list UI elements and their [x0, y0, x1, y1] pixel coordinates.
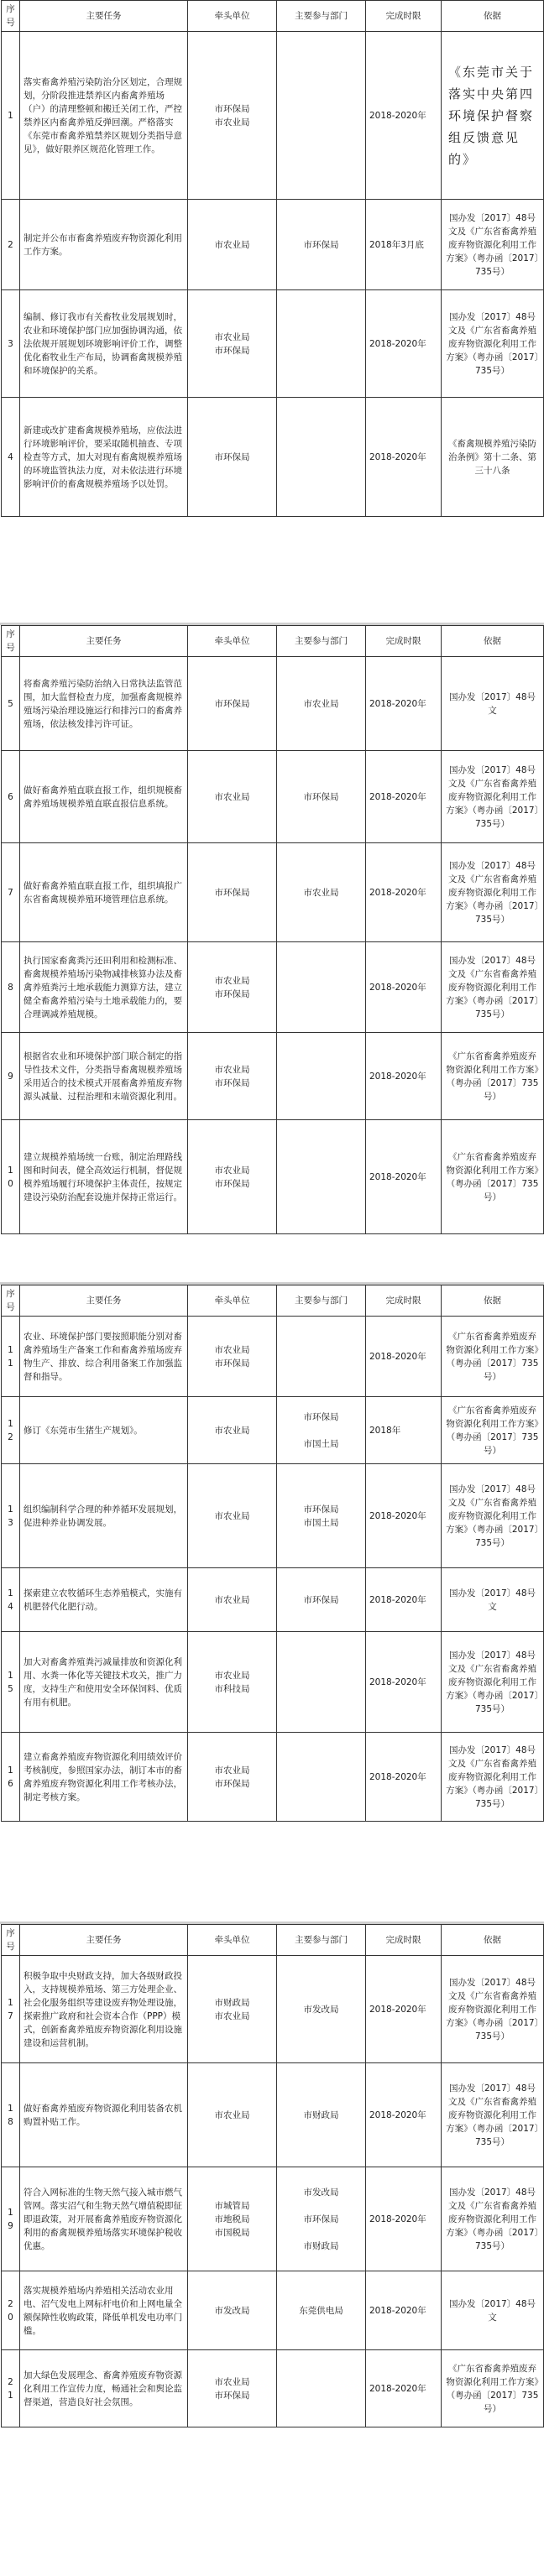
lead-unit: 市农业局	[188, 1568, 277, 1632]
lead-header: 牵头单位	[188, 626, 277, 657]
lead-unit: 市农业局	[188, 1464, 277, 1568]
deadline: 2018年3月底	[366, 200, 442, 290]
lead-unit: 市农业局 市环保局	[188, 1033, 277, 1120]
policy-basis: 《东莞市关于落实中央第四环境保护督察组反馈意见的》	[442, 32, 544, 200]
policy-basis: 国办发〔2017〕48号文及《广东省畜禽养殖废弃物资源化利用工作方案》（粤办函〔2017〕735号）	[442, 290, 544, 398]
policy-basis: 《广东省畜禽养殖废弃物资源化利用工作方案》（粤办函〔2017〕735号）	[442, 1397, 544, 1464]
deadline: 2018年	[366, 1397, 442, 1464]
table-row	[2, 2167, 544, 2271]
no-header: 序号	[2, 1925, 20, 1956]
table-row	[2, 1956, 544, 2063]
row-number: 15	[2, 1632, 20, 1733]
row-number: 3	[2, 290, 20, 398]
policy-basis: 《广东省畜禽养殖废弃物资源化利用工作方案》（粤办函〔2017〕735号）	[442, 1317, 544, 1397]
task-description: 加大对畜禽养殖粪污减量排放和资源化利用、水粪一体化等关键技术攻关，推广力度，支持生产和使用安全环保饲料、优质有用有机肥。	[20, 1632, 188, 1733]
row-number: 20	[2, 2271, 20, 2350]
table-page	[0, 623, 544, 1234]
row-number: 14	[2, 1568, 20, 1632]
basis-header: 依据	[442, 1, 544, 32]
task-header: 主要任务	[20, 1925, 188, 1956]
task-description: 做好畜禽养殖直联直报工作，组织规模畜禽养殖场规模养殖直联直报信息系统。	[20, 751, 188, 843]
policy-basis: 国办发〔2017〕48号文及《广东省畜禽养殖废弃物资源化利用工作方案》（粤办函〔2017〕735号）	[442, 1632, 544, 1733]
lead-unit: 市财政局 市农业局	[188, 1956, 277, 2063]
table-header	[2, 1925, 544, 1956]
partner-header: 主要参与部门	[277, 1285, 366, 1317]
task-description: 做好畜禽养殖直联直报工作，组织填报广东省畜禽规模养殖环境管理信息系统。	[20, 843, 188, 942]
partner-departments: 市财政局	[277, 2063, 366, 2167]
row-number: 9	[2, 1033, 20, 1120]
table-row	[2, 32, 544, 200]
table-row	[2, 1632, 544, 1733]
deadline: 2018-2020年	[366, 2063, 442, 2167]
partner-departments	[277, 32, 366, 200]
no-header: 序号	[2, 1285, 20, 1317]
task-table	[1, 1285, 544, 1822]
task-description: 符合入网标准的生物天然气接入城市燃气管网。落实沼气和生物天然气增值税即征即退政策，对开展畜禽养殖废弃物资源化利用的畜禽规模养殖场落实环境保护税收优惠。	[20, 2167, 188, 2271]
basis-header: 依据	[442, 626, 544, 657]
table-row	[2, 1120, 544, 1234]
deadline: 2018-2020年	[366, 2350, 442, 2427]
table-row	[2, 398, 544, 517]
row-number: 17	[2, 1956, 20, 2063]
deadline: 2018-2020年	[366, 1317, 442, 1397]
basis-header: 依据	[442, 1925, 544, 1956]
lead-unit: 市环保局	[188, 657, 277, 751]
task-description: 建立畜禽养殖废弃物资源化利用绩效评价考核制度，参照国家办法，制订本市的畜禽养殖废弃物资源化利用工作考核办法，制定考核方案。	[20, 1733, 188, 1822]
policy-basis: 国办发〔2017〕48号文	[442, 1568, 544, 1632]
task-header: 主要任务	[20, 1285, 188, 1317]
lead-unit: 市农业局	[188, 1397, 277, 1464]
policy-basis: 《畜禽规模养殖污染防治条例》第十二条、第三十八条	[442, 398, 544, 517]
deadline: 2018-2020年	[366, 2271, 442, 2350]
partner-departments	[277, 1317, 366, 1397]
partner-departments	[277, 2350, 366, 2427]
policy-basis: 国办发〔2017〕48号文及《广东省畜禽养殖废弃物资源化利用工作方案》（粤办函〔2017〕735号）	[442, 200, 544, 290]
policy-basis: 国办发〔2017〕48号文及《广东省畜禽养殖废弃物资源化利用工作方案》（粤办函〔2017〕735号）	[442, 2167, 544, 2271]
row-number: 8	[2, 942, 20, 1033]
table-page	[0, 1282, 544, 1822]
table-row	[2, 1397, 544, 1464]
lead-unit: 市农业局 市环保局	[188, 942, 277, 1033]
policy-basis: 国办发〔2017〕48号文及《广东省畜禽养殖废弃物资源化利用工作方案》（粤办函〔2017〕735号）	[442, 942, 544, 1033]
partner-departments	[277, 398, 366, 517]
table-row	[2, 2271, 544, 2350]
partner-departments: 市环保局	[277, 200, 366, 290]
table-row	[2, 1464, 544, 1568]
row-number: 5	[2, 657, 20, 751]
policy-basis: 国办发〔2017〕48号文及《广东省畜禽养殖废弃物资源化利用工作方案》（粤办函〔2017〕735号）	[442, 1464, 544, 1568]
task-description: 新建或改扩建畜禽规模养殖场，应依法进行环境影响评价，要采取随机抽查、专项检查等方式，加大对现有畜禽规模养殖场的环境监管执法力度，对未依法进行环境影响评价的畜禽规模养殖场予以处罚。	[20, 398, 188, 517]
partner-departments: 市发改局 市环保局 市财政局	[277, 2167, 366, 2271]
partner-departments: 市发改局	[277, 1956, 366, 2063]
deadline: 2018-2020年	[366, 290, 442, 398]
policy-basis: 国办发〔2017〕48号文及《广东省畜禽养殖废弃物资源化利用工作方案》（粤办函〔2017〕735号）	[442, 843, 544, 942]
table-row	[2, 1568, 544, 1632]
row-number: 6	[2, 751, 20, 843]
deadline: 2018-2020年	[366, 1464, 442, 1568]
partner-departments: 市环保局 市国土局	[277, 1397, 366, 1464]
partner-departments	[277, 942, 366, 1033]
deadline: 2018-2020年	[366, 657, 442, 751]
policy-basis: 国办发〔2017〕48号文及《广东省畜禽养殖废弃物资源化利用工作方案》（粤办函〔2017〕735号）	[442, 1956, 544, 2063]
deadline: 2018-2020年	[366, 1632, 442, 1733]
lead-unit: 市环保局	[188, 398, 277, 517]
partner-departments	[277, 290, 366, 398]
deadline: 2018-2020年	[366, 1733, 442, 1822]
lead-unit: 市农业局 市环保局	[188, 290, 277, 398]
lead-header: 牵头单位	[188, 1925, 277, 1956]
no-header: 序号	[2, 626, 20, 657]
policy-basis: 国办发〔2017〕48号文及《广东省畜禽养殖废弃物资源化利用工作方案》（粤办函〔2017〕735号）	[442, 1733, 544, 1822]
deadline-header: 完成时限	[366, 1925, 442, 1956]
partner-departments: 东莞供电局	[277, 2271, 366, 2350]
partner-header: 主要参与部门	[277, 1925, 366, 1956]
policy-basis: 《广东省畜禽养殖废弃物资源化利用工作方案》（粤办函〔2017〕735号）	[442, 1033, 544, 1120]
policy-basis: 《广东省畜禽养殖废弃物资源化利用工作方案》（粤办函〔2017〕735号）	[442, 2350, 544, 2427]
row-number: 10	[2, 1120, 20, 1234]
row-number: 12	[2, 1397, 20, 1464]
partner-departments: 市农业局	[277, 843, 366, 942]
task-description: 组织编制科学合理的种养循环发展规划，促进种养业协调发展。	[20, 1464, 188, 1568]
table-header	[2, 626, 544, 657]
basis-header: 依据	[442, 1285, 544, 1317]
deadline: 2018-2020年	[366, 843, 442, 942]
table-row	[2, 657, 544, 751]
table-row	[2, 942, 544, 1033]
task-description: 落实规模养殖场内养殖相关活动农业用电、沼气发电上网标杆电价和上网电量全额保障性收购政策，降低单机发电功率门槛。	[20, 2271, 188, 2350]
deadline: 2018-2020年	[366, 1568, 442, 1632]
task-header: 主要任务	[20, 626, 188, 657]
lead-unit: 市环保局	[188, 843, 277, 942]
partner-departments	[277, 1632, 366, 1733]
table-row	[2, 1317, 544, 1397]
row-number: 1	[2, 32, 20, 200]
row-number: 4	[2, 398, 20, 517]
task-table	[1, 1924, 544, 2427]
policy-basis: 国办发〔2017〕48号文	[442, 657, 544, 751]
partner-departments	[277, 1033, 366, 1120]
deadline: 2018-2020年	[366, 1956, 442, 2063]
task-description: 将畜禽养殖污染防治纳入日常执法监管范围，加大监督检查力度，加强畜禽规模养殖场污染治理设施运行和排污口的畜禽养殖场，依法核发排污许可证。	[20, 657, 188, 751]
row-number: 19	[2, 2167, 20, 2271]
partner-header: 主要参与部门	[277, 626, 366, 657]
table-row	[2, 843, 544, 942]
task-description: 建立规模养殖场统一台账，制定治理路线图和时间表，健全高效运行机制，督促规模养殖场履行环境保护主体责任，按规定建设污染防治配套设施并保持正常运行。	[20, 1120, 188, 1234]
lead-unit: 市农业局	[188, 751, 277, 843]
table-row	[2, 751, 544, 843]
row-number: 16	[2, 1733, 20, 1822]
row-number: 11	[2, 1317, 20, 1397]
task-description: 加大绿色发展理念、畜禽养殖废弃物资源化利用工作宣传力度，畅通社会和舆论监督渠道，营造良好社会氛围。	[20, 2350, 188, 2427]
row-number: 7	[2, 843, 20, 942]
deadline: 2018-2020年	[366, 398, 442, 517]
lead-unit: 市农业局 市环保局	[188, 2350, 277, 2427]
lead-unit: 市农业局 市科技局	[188, 1632, 277, 1733]
partner-departments	[277, 1120, 366, 1234]
task-description: 修订《东莞市生猪生产规划》。	[20, 1397, 188, 1464]
lead-header: 牵头单位	[188, 1285, 277, 1317]
deadline: 2018-2020年	[366, 751, 442, 843]
lead-unit: 市农业局 市环保局	[188, 1733, 277, 1822]
task-table	[1, 625, 544, 1234]
policy-basis: 国办发〔2017〕48号文	[442, 2271, 544, 2350]
lead-unit: 市农业局 市环保局	[188, 1120, 277, 1234]
row-number: 2	[2, 200, 20, 290]
lead-unit: 市环保局 市农业局	[188, 32, 277, 200]
table-row	[2, 1733, 544, 1822]
lead-unit: 市农业局	[188, 2063, 277, 2167]
partner-departments: 市环保局	[277, 1568, 366, 1632]
task-description: 执行国家畜禽粪污还田利用和检测标准、畜禽规模养殖场污染物减排核算办法及畜禽养殖粪污土地承载能力测算方法，建立健全畜禽养殖污染与土地承载能力的，要合理调减养殖规模。	[20, 942, 188, 1033]
table-row	[2, 290, 544, 398]
table-row	[2, 200, 544, 290]
task-description: 编制、修订我市有关畜牧业发展规划时，农业和环境保护部门应加强协调沟通，依法依规开展规划环境影响评价工作，调整优化畜牧业生产布局，协调畜禽规模养殖和环境保护的关系。	[20, 290, 188, 398]
lead-unit: 市城管局 市地税局 市国税局	[188, 2167, 277, 2271]
table-header	[2, 1285, 544, 1317]
task-description: 落实畜禽养殖污染防治分区划定，合理规划，分阶段推进禁养区内畜禽养殖场（户）的清理整顿和搬迁关闭工作，严控禁养区内畜禽养殖反弹回潮。严格落实《东莞市畜禽养殖禁养区规划分类指导意见》，做好限养区规范化管理工作。	[20, 32, 188, 200]
task-table	[1, 0, 544, 517]
partner-departments: 市环保局	[277, 751, 366, 843]
policy-basis: 国办发〔2017〕48号文及《广东省畜禽养殖废弃物资源化利用工作方案》（粤办函〔2017〕735号）	[442, 751, 544, 843]
table-header	[2, 1, 544, 32]
deadline: 2018-2020年	[366, 2167, 442, 2271]
task-header: 主要任务	[20, 1, 188, 32]
task-description: 根据省农业和环境保护部门联合制定的指导性技术文件，分类指导畜禽规模养殖场采用适合的技术模式开展畜禽养殖废弃物源头减量、过程治理和末端资源化利用。	[20, 1033, 188, 1120]
row-number: 18	[2, 2063, 20, 2167]
row-number: 13	[2, 1464, 20, 1568]
task-description: 制定并公布市畜禽养殖废弃物资源化利用工作方案。	[20, 200, 188, 290]
task-description: 做好畜禽养殖废弃物资源化利用装备农机购置补贴工作。	[20, 2063, 188, 2167]
policy-basis: 《广东省畜禽养殖废弃物资源化利用工作方案》（粤办函〔2017〕735号）	[442, 1120, 544, 1234]
task-description: 积极争取中央财政支持，加大各级财政投入，支持规模养殖场、第三方处理企业、社会化服务组织等建设废弃物处理设施，探索推广政府和社会资本合作（PPP）模式，创新畜禽养殖废弃物资源化利用设施建设和运营机制。	[20, 1956, 188, 2063]
partner-departments: 市环保局 市国土局	[277, 1464, 366, 1568]
policy-basis: 国办发〔2017〕48号文及《广东省畜禽养殖废弃物资源化利用工作方案》（粤办函〔2017〕735号）	[442, 2063, 544, 2167]
table-row	[2, 2350, 544, 2427]
table-page	[0, 0, 544, 517]
deadline-header: 完成时限	[366, 1285, 442, 1317]
row-number: 21	[2, 2350, 20, 2427]
lead-unit: 市农业局 市环保局	[188, 1317, 277, 1397]
deadline-header: 完成时限	[366, 626, 442, 657]
lead-unit: 市发改局	[188, 2271, 277, 2350]
partner-header: 主要参与部门	[277, 1, 366, 32]
lead-header: 牵头单位	[188, 1, 277, 32]
table-row	[2, 1033, 544, 1120]
deadline-header: 完成时限	[366, 1, 442, 32]
task-description: 探索建立农牧循环生态养殖模式，实施有机肥替代化肥行动。	[20, 1568, 188, 1632]
deadline: 2018-2020年	[366, 1033, 442, 1120]
lead-unit: 市农业局	[188, 200, 277, 290]
deadline: 2018-2020年	[366, 32, 442, 200]
partner-departments: 市农业局	[277, 657, 366, 751]
no-header: 序号	[2, 1, 20, 32]
task-description: 农业、环境保护部门要按照职能分别对畜禽养殖场生产备案工作和畜禽养殖场废弃物生产、排放、综合利用备案工作加强监督和指导。	[20, 1317, 188, 1397]
partner-departments	[277, 1733, 366, 1822]
deadline: 2018-2020年	[366, 942, 442, 1033]
table-page	[0, 1922, 544, 2427]
deadline: 2018-2020年	[366, 1120, 442, 1234]
table-row	[2, 2063, 544, 2167]
